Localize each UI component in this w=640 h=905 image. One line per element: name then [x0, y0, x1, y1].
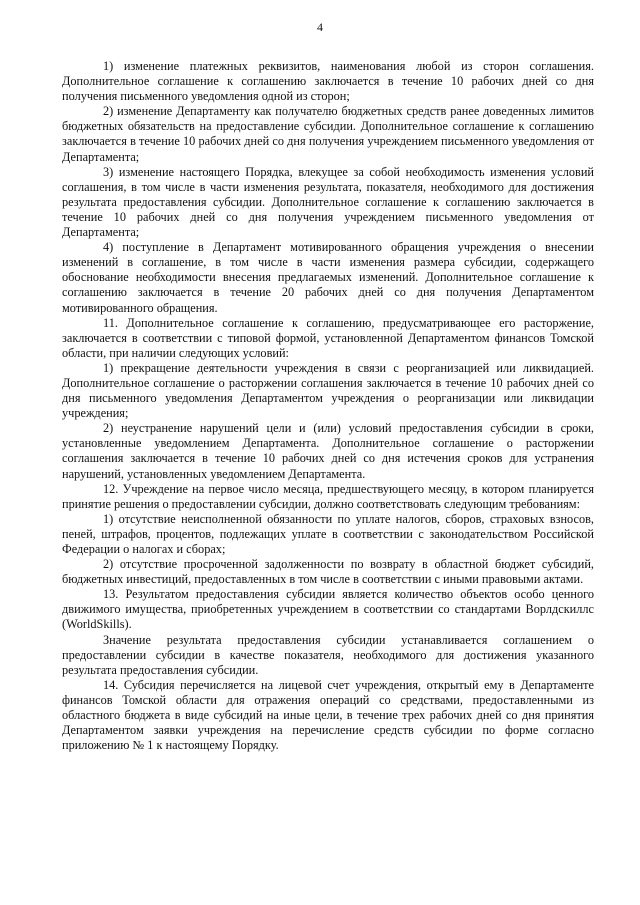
paragraph-clause-12: 12. Учреждение на первое число месяца, предшествующего месяцу, в котором планируется принятие решения о предоставлении субсидии, должно соответствовать следующим требованиям: [62, 481, 594, 511]
document-body [62, 59, 594, 753]
paragraph-clause-14: 14. Субсидия перечисляется на лицевой счет учреждения, открытый ему в Департаменте финансов Томской области для отражения операций со средствами, предоставленными из областного бюджета в виде субсидий на иные цели, в течение трех рабочих дней со дня принятия Департаментом заявки учреждения на перечисление средств субсидии по форме согласно приложению № 1 к настоящему Порядку. [62, 677, 594, 753]
paragraph-clause-10-4: 4) поступление в Департамент мотивированного обращения учреждения о внесении изменений в соглашение, в том числе в части изменения размера субсидии, содержащего обоснование необходимости внесения предлагаемых изменений. Дополнительное соглашение к соглашению заключается в течение 20 рабочих дней со дня получения Департаментом мотивированного обращения. [62, 240, 594, 315]
paragraph-clause-11: 11. Дополнительное соглашение к соглашению, предусматривающее его расторжение, заключается в соответствии с типовой формой, установленной Департаментом финансов Томской области, при наличии следующих условий: [62, 315, 594, 360]
paragraph-clause-12-2: 2) отсутствие просроченной задолженности по возврату в областной бюджет субсидий, бюджетных инвестиций, предоставленных в том числе в соответствии с иными правовыми актами. [62, 557, 594, 587]
paragraph-clause-10-2: 2) изменение Департаменту как получателю бюджетных средств ранее доведенных лимитов бюджетных обязательств на предоставление субсидии. Дополнительное соглашение к соглашению заключается в течение 10 рабочих дней со дня получения учреждением письменного уведомления от Департамента; [62, 104, 594, 164]
paragraph-clause-10-1: 1) изменение платежных реквизитов, наименования любой из сторон соглашения. Дополнительное соглашение к соглашению заключается в течение 10 рабочих дней со дня получения письменного уведомления одной из сторон; [62, 59, 594, 104]
page-number: 4 [317, 20, 323, 34]
paragraph-clause-12-1: 1) отсутствие неисполненной обязанности по уплате налогов, сборов, страховых взносов, пеней, штрафов, процентов, подлежащих уплате в соответствии с законодательством Российской Федерации о налогах и сборах; [62, 511, 594, 556]
paragraph-clause-13-value: Значение результата предоставления субсидии устанавливается соглашением о предоставлении субсидии в качестве показателя, необходимого для достижения указанного результата предоставления субсидии. [62, 632, 594, 677]
paragraph-clause-11-2: 2) неустранение нарушений цели и (или) условий предоставления субсидии в сроки, установленные уведомлением Департамента. Дополнительное соглашение о расторжении соглашения заключается в течение 10 рабочих дней со дня истечения сроков для устранения нарушений, установленных уведомлением Департамента. [62, 421, 594, 481]
paragraph-clause-11-1: 1) прекращение деятельности учреждения в связи с реорганизацией или ликвидацией. Дополнительное соглашение о расторжении соглашения заключается в течение 10 рабочих дней со дня письменного уведомления Департаментом учреждения о реорганизации или ликвидации учреждения; [62, 360, 594, 421]
paragraph-clause-13: 13. Результатом предоставления субсидии является количество объектов особо ценного движимого имущества, приобретенных учреждением в соответствии со стандартами Ворлдскиллс (WorldSkills). [62, 587, 594, 632]
paragraph-clause-10-3: 3) изменение настоящего Порядка, влекущее за собой необходимость изменения условий соглашения, в том числе в части изменения результата, показателя, необходимого для достижения результата предоставления субсидии. Дополнительное соглашение к соглашению заключается в течение 10 рабочих дней со дня получения учреждением письменного уведомления от Департамента; [62, 164, 594, 240]
